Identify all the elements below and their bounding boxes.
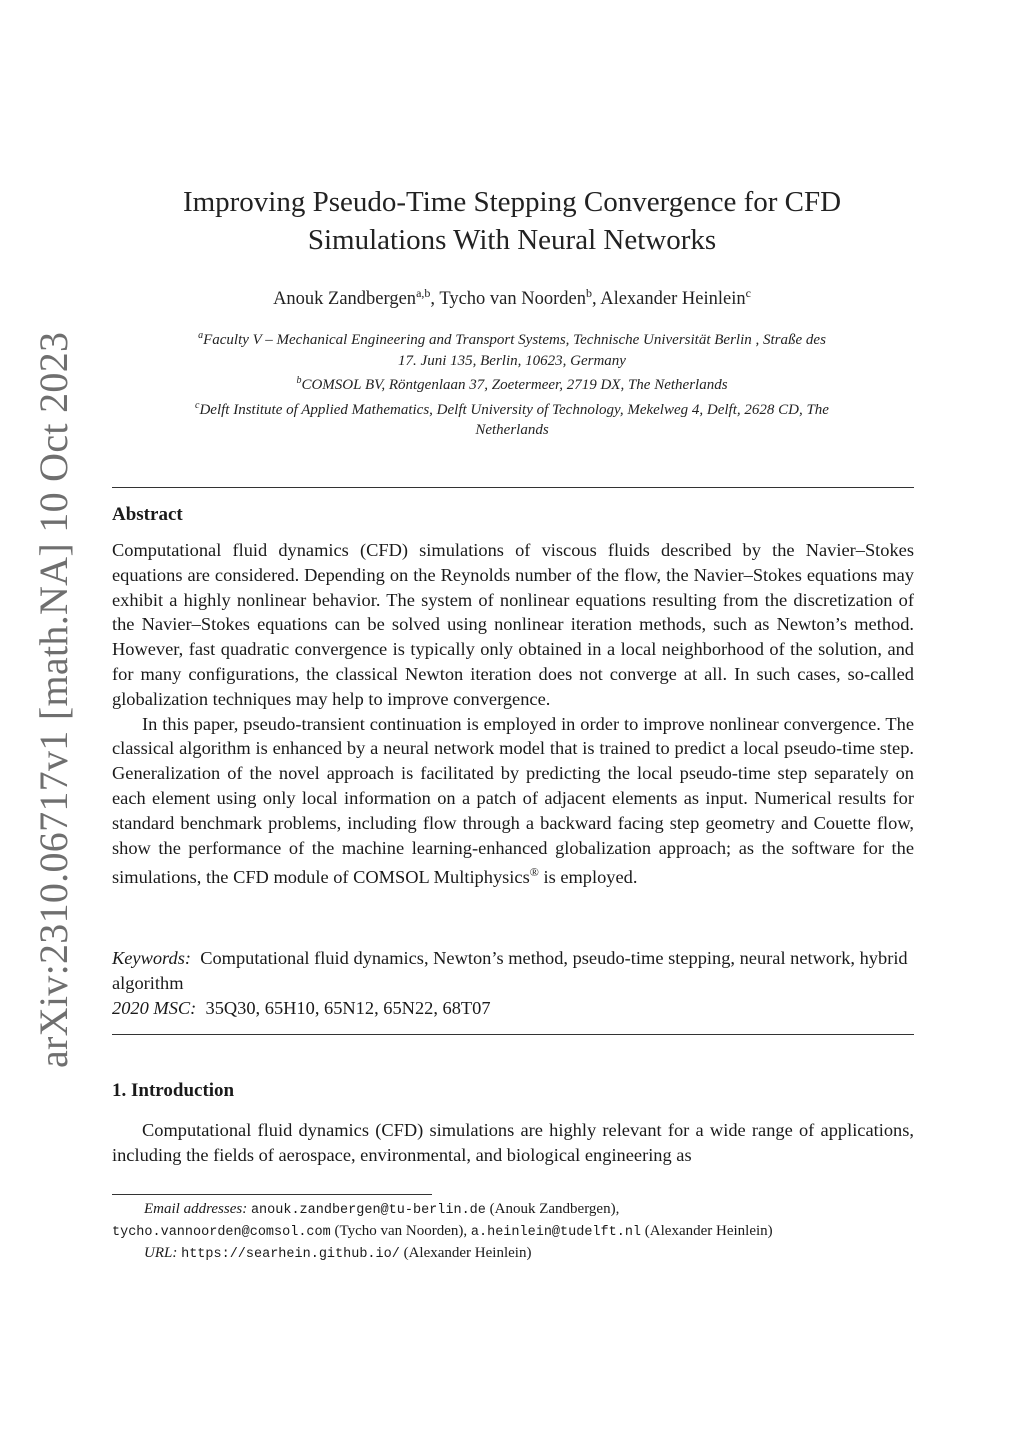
footnote-rule [112,1194,432,1195]
author-2: Tycho van Noorden$^b$, [439,286,601,310]
introduction-heading: 1. Introduction [112,1080,235,1101]
affiliations [112,326,912,441]
abstract-top-rule [112,487,914,488]
title-line-1: Improving Pseudo-Time Stepping Convergence for CFD [182,186,842,218]
author-3: Alexander Heinlein$^c$ [600,286,751,310]
email-link-heinlein[interactable]: a.heinlein@tudelft.nl [470,1225,642,1240]
affiliation-a-cont: 17. Juni 135, Berlin, 10623, Germany [398,352,626,369]
email-line-2: tycho.vannoorden@comsol.com (Tycho van Noorden), a.heinlein@tudelft.nl (Alexander Heinlein) [112,1223,773,1240]
title-line-2: Simulations With Neural Networks [307,224,717,256]
author-list [112,286,912,310]
email-link-zandbergen[interactable]: anouk.zandbergen@tu-berlin.de [250,1203,486,1218]
url-line: URL: https://searhein.github.io/ (Alexander Heinlein) [144,1245,532,1262]
affiliation-b: $^b$COMSOL BV, Röntgenlaan 37, Zoetermeer, 2719 DX, The Netherlands [296,375,728,393]
abstract-body [112,538,914,890]
affiliation-a: $^a$Faculty V – Mechanical Engineering and Transport Systems, Technische Universität Berlin , Straße des [198,330,826,348]
footnotes [112,1199,914,1265]
arxiv-identifier-stamp: arXiv:2310.06717v1 [math.NA] 10 Oct 2023 [31,331,76,1068]
url-label: URL: [144,1245,178,1261]
affiliation-c-cont: Netherlands [475,422,549,438]
msc-codes: 35Q30, 65H10, 65N12, 65N22, 68T07 [205,997,491,1018]
abstract-bottom-rule [112,1034,914,1035]
abstract-paragraph-2: In this paper, pseudo-transient continuation is employed in order to improve nonlinear convergence. The classical algorithm is enhanced by a neural network model that is trained to predict a local pseudo-time step. Generalization of the novel approach is facilitated by predicting the local pseudo-time step separately on each element using only local information on a patch of adjacent elements as input. Numerical results for standard benchmark problems, including flow through a backward facing step geometry and Couette flow, show the performance of the machine learning-enhanced globalization approach; as the software for the simulations, the CFD module of COMSOL Multiphysics® is employed. [112,713,914,888]
email-label: Email addresses: [144,1201,248,1217]
abstract-paragraph-1: Computational fluid dynamics (CFD) simulations of viscous fluids described by the Navier–Stokes equations are considered. Depending on the Reynolds number of the flow, the Navier–Stokes equations may exhibit a highly nonlinear behavior. The system of nonlinear equations resulting from the discretization of the Navier–Stokes equations can be solved using nonlinear iteration methods, such as Newton’s method. However, fast quadratic convergence is typically only obtained in a local neighborhood of the solution, and for many configurations, the classical Newton iteration does not converge at all. In such cases, so-called globalization techniques may help to improve convergence. [112,540,914,709]
affiliation-c: $^c$Delft Institute of Applied Mathematics, Delft University of Technology, Mekelweg 4, Delft, 2628 CD, The [195,399,829,418]
keywords-block [112,946,914,1020]
abstract-heading: Abstract [112,504,183,525]
keywords-label: Keywords: [112,948,192,968]
msc-label: 2020 MSC: [112,997,197,1018]
homepage-link[interactable]: https://searhein.github.io/ [181,1247,400,1262]
email-line-1: Email addresses: anouk.zandbergen@tu-berlin.de (Anouk Zandbergen), [144,1201,620,1218]
paper-title [150,183,874,259]
author-1: Anouk Zandbergen$^{a,b}$, [273,286,440,310]
email-link-vannoorden[interactable]: tycho.vannoorden@comsol.com [112,1225,331,1240]
introduction-body: Computational fluid dynamics (CFD) simulations are highly relevant for a wide range of applications, including the fields of aerospace, environmental, and biological engineering as [112,1120,914,1165]
keywords-line [112,946,914,996]
msc-line [112,996,914,1021]
keywords-text: Computational fluid dynamics, Newton’s method, pseudo-time stepping, neural network, hybrid algorithm [112,948,908,993]
